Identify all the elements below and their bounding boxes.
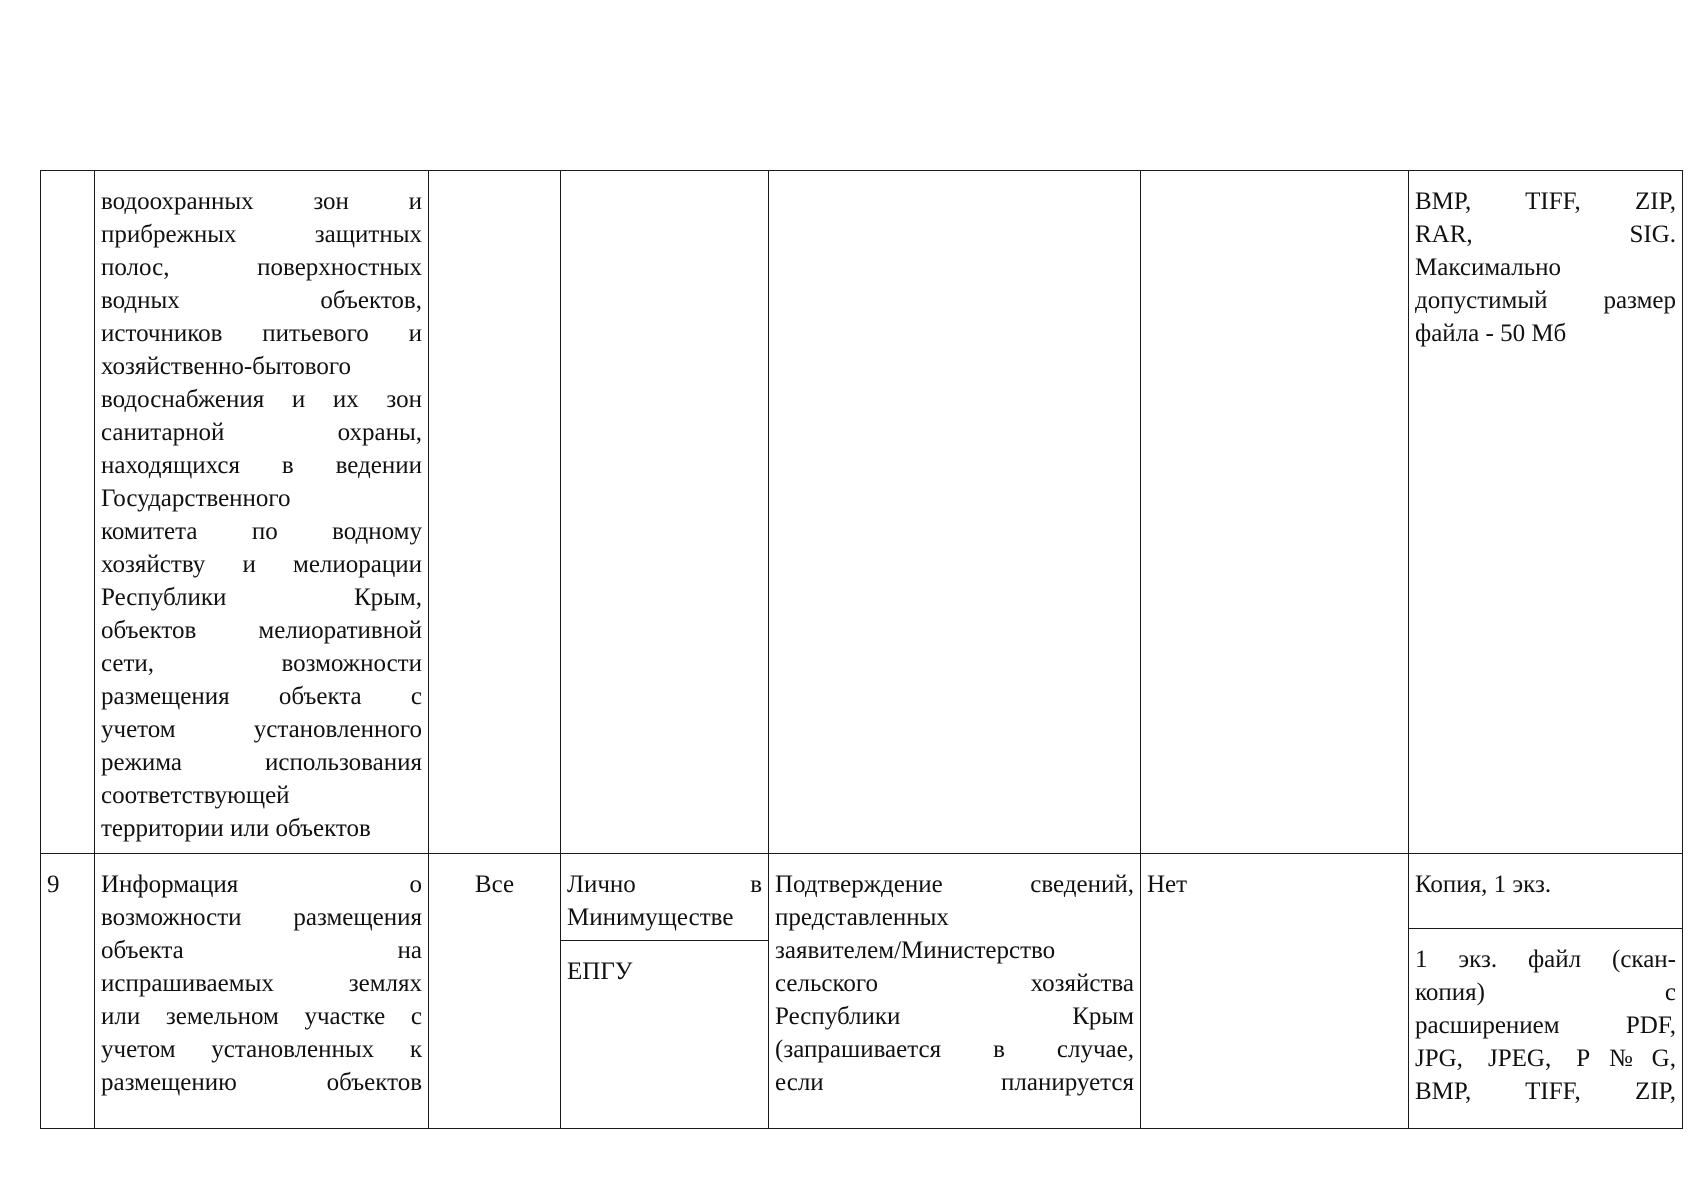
name-line: водоохранных зон и [101, 188, 422, 215]
method-line: Минимуществе [567, 904, 734, 931]
format-file [1409, 928, 1682, 1114]
name-line: соответствующей [101, 782, 290, 809]
name-line: учетом установленных к [101, 1036, 422, 1063]
name-line: размещению объектов [101, 1069, 422, 1096]
method-epgu: ЕПГУ [561, 940, 768, 994]
format-line: Максимально [1415, 254, 1562, 281]
format-line: допустимый размер [1415, 287, 1676, 314]
format-line: копия) с [1415, 979, 1676, 1006]
row-number-cell: 9 [41, 854, 95, 1129]
method-line: Лично в [567, 871, 762, 898]
format-line: RAR, SIG. [1415, 221, 1676, 248]
submission-method-cell [561, 854, 769, 1129]
name-line: объекта на [101, 937, 422, 964]
info-line: представленных [775, 904, 949, 931]
name-line: Государственного [101, 485, 291, 512]
name-line: водных объектов, [101, 287, 422, 314]
format-line: файла - 50 Мб [1415, 320, 1567, 347]
name-line: Информация о [101, 871, 422, 898]
name-line: полос, поверхностных [101, 254, 422, 281]
format-cell [1409, 854, 1683, 1129]
name-line: объектов мелиоративной [101, 617, 422, 644]
submission-method-cell [561, 171, 769, 854]
format-line: 1 экз. файл (скан- [1415, 946, 1676, 973]
name-line: хозяйству и мелиорации [101, 551, 422, 578]
name-line: учетом установленного [101, 716, 422, 743]
name-line: сети, возможности [101, 650, 422, 677]
table-row-continuation [41, 171, 1683, 854]
format-cell [1409, 171, 1683, 854]
name-line: прибрежных защитных [101, 221, 422, 248]
name-line: комитета по водному [101, 518, 422, 545]
name-line: источников питьевого и [101, 320, 422, 347]
document-name-cell [95, 171, 429, 854]
info-line: если планируется [775, 1069, 1134, 1096]
name-line: испрашиваемых землях [101, 970, 422, 997]
name-line: возможности размещения [101, 904, 422, 931]
name-line: санитарной охраны, [101, 419, 422, 446]
name-line: хозяйственно-бытового [101, 353, 352, 380]
name-line: режима использования [101, 749, 422, 776]
info-line: Республики Крым [775, 1003, 1134, 1030]
mandatory-cell [1141, 171, 1409, 854]
interagency-info-cell [769, 171, 1141, 854]
format-line: JPG, JPEG, P№G, [1415, 1045, 1676, 1072]
info-line: (запрашивается в случае, [775, 1036, 1134, 1063]
method-personal [561, 854, 768, 940]
name-line: находящихся в ведении [101, 452, 422, 479]
format-line: BMP, TIFF, ZIP, [1415, 1078, 1676, 1105]
format-copy: Копия, 1 экз. [1415, 871, 1552, 898]
document-name-cell [95, 854, 429, 1129]
format-line: BMP, TIFF, ZIP, [1415, 188, 1676, 215]
applicants-cell: Все [429, 854, 561, 1129]
info-line: заявителем/Министерство [775, 937, 1056, 964]
document-table [40, 170, 1683, 1129]
mandatory-cell: Нет [1141, 854, 1409, 1129]
format-line: расширением PDF, [1415, 1012, 1676, 1039]
name-line: размещения объекта с [101, 683, 422, 710]
table-row-9 [41, 854, 1683, 1129]
interagency-info-cell [769, 854, 1141, 1129]
row-number-cell [41, 171, 95, 854]
name-line: территории или объектов [101, 815, 371, 842]
name-line: водоснабжения и их зон [101, 386, 422, 413]
info-line: сельского хозяйства [775, 970, 1134, 997]
info-line: Подтверждение сведений, [775, 871, 1134, 898]
name-line: Республики Крым, [101, 584, 422, 611]
name-line: или земельном участке с [101, 1003, 422, 1030]
applicants-cell [429, 171, 561, 854]
